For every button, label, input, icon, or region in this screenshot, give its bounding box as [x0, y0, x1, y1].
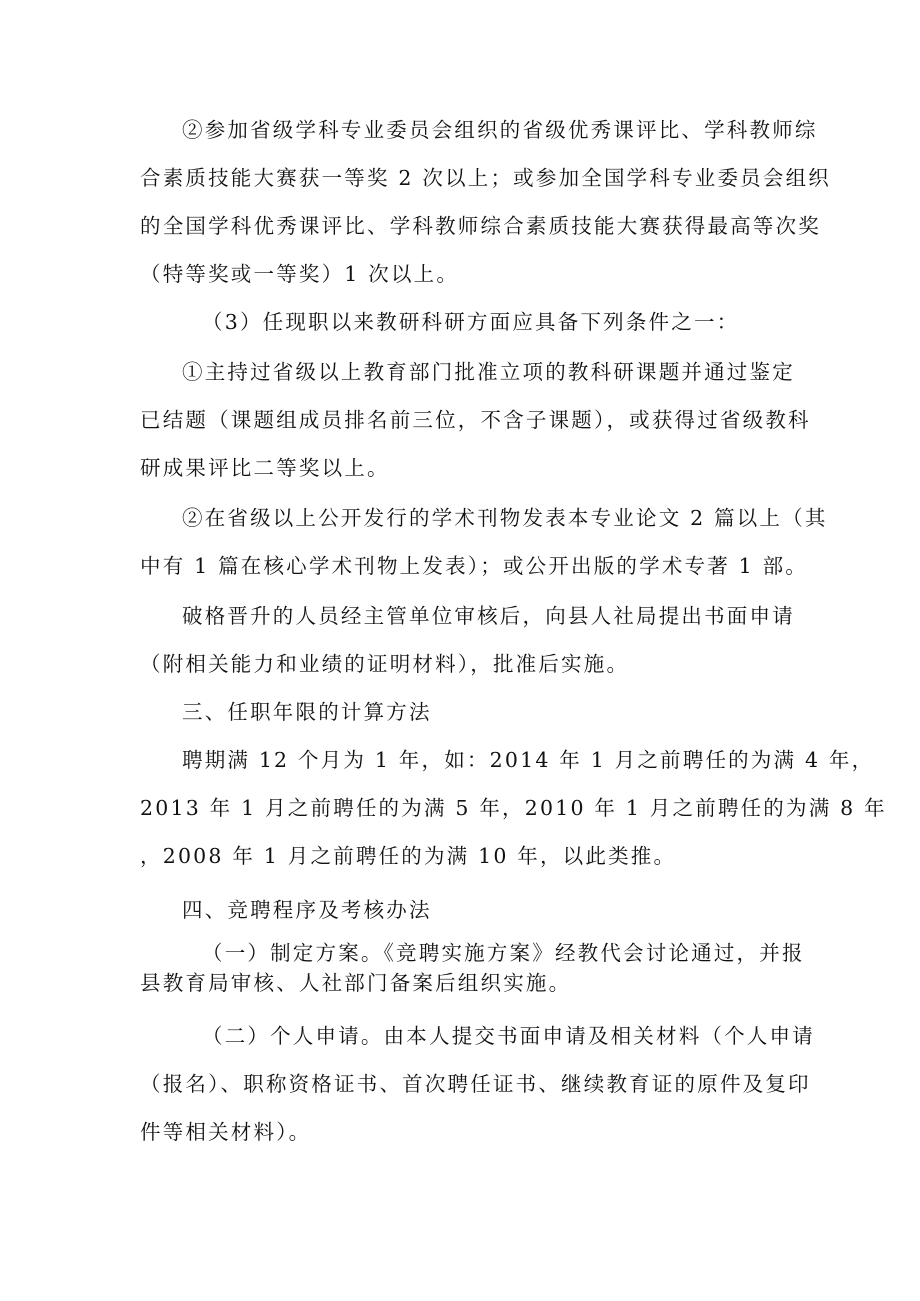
- text-line: （附相关能力和业绩的证明材料），批准后实施。: [140, 652, 630, 676]
- text-line: （3）任现职以来教研科研方面应具备下列条件之一：: [202, 310, 740, 334]
- section-heading-procedure: [140, 886, 790, 934]
- text-line: ②参加省级学科专业委员会组织的省级优秀课评比、学科教师综: [182, 118, 818, 142]
- text-line: 件等相关材料）。: [140, 1120, 312, 1144]
- text-line: 县教育局审核、人社部门备案后组织实施。: [140, 971, 572, 995]
- text-line: ②在省级以上公开发行的学术刊物发表本专业论文 2 篇以上（其: [182, 506, 828, 530]
- text-line: （一）制定方案。《竞聘实施方案》经教代会讨论通过，并报: [202, 941, 805, 965]
- paragraph-exceptional-promotion: [140, 592, 795, 688]
- text-line: ，2008 年 1 月之前聘任的为满 10 年，以此类推。: [140, 844, 677, 868]
- paragraph-formulate-plan: [140, 938, 805, 998]
- text-line: （报名）、职称资格证书、首次聘任证书、继续教育证的原件及复印: [140, 1072, 811, 1096]
- text-line: 的全国学科优秀课评比、学科教师综合素质技能大赛获得最高等次奖: [140, 214, 821, 238]
- text-line: 已结题（课题组成员排名前三位，不含子课题），或获得过省级教科: [140, 408, 811, 432]
- text-line: 破格晋升的人员经主管单位审核后，向县人社局提出书面申请: [182, 604, 795, 628]
- text-line: （特等奖或一等奖）1 次以上。: [140, 262, 460, 286]
- text-line: 中有 1 篇在核心学术刊物上发表）；或公开出版的学术专著 1 部。: [140, 554, 808, 578]
- paragraph-personal-application: [140, 1012, 815, 1156]
- paragraph-research-project: [140, 348, 811, 492]
- paragraph-publications: [140, 494, 828, 590]
- section-title: 三、任职年限的计算方法: [182, 700, 432, 724]
- text-line: 合素质技能大赛获一等奖 2 次以上；或参加全国学科专业委员会组织: [140, 166, 831, 190]
- text-line: 研成果评比二等奖以上。: [140, 456, 390, 480]
- paragraph-research-conditions-heading: [140, 298, 790, 346]
- paragraph-tenure-rules: [140, 736, 887, 880]
- text-line: （二）个人申请。由本人提交书面申请及相关材料（个人申请: [202, 1024, 815, 1048]
- text-line: 聘期满 12 个月为 1 年，如：2014 年 1 月之前聘任的为满 4 年，: [182, 748, 875, 772]
- text-line: ①主持过省级以上教育部门批准立项的教科研课题并通过鉴定: [182, 360, 795, 384]
- section-title: 四、竞聘程序及考核办法: [182, 898, 432, 922]
- paragraph-provincial-awards: [140, 106, 831, 298]
- section-heading-tenure-calculation: [140, 688, 790, 736]
- text-line: 2013 年 1 月之前聘任的为满 5 年，2010 年 1 月之前聘任的为满 8 年: [140, 796, 887, 820]
